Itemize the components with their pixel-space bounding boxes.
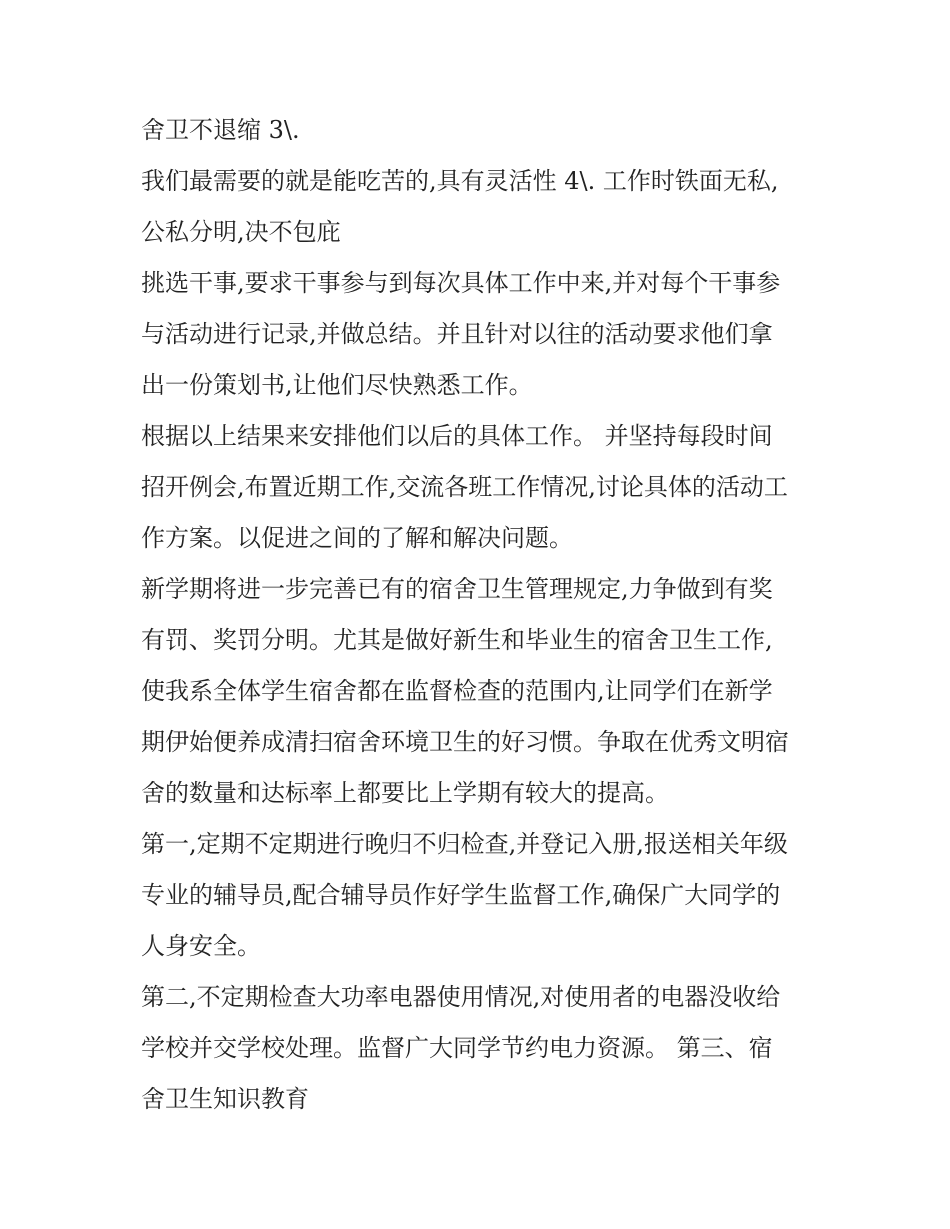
document-body (141, 108, 831, 1128)
text-line: 舍卫生知识教育 (141, 1085, 309, 1113)
text-line: 与活动进行记录,并做总结。并且针对以往的活动要求他们拿 (141, 320, 773, 348)
text-line: 舍卫不退缩 3\. (141, 116, 300, 144)
text-line: 公私分明,决不包庇 (141, 218, 341, 246)
paragraph-2 (141, 159, 831, 261)
text-line: 出一份策划书,让他们尽快熟悉工作。 (141, 371, 533, 399)
text-line: 招开例会,布置近期工作,交流各班工作情况,讨论具体的活动工 (141, 473, 788, 501)
text-line: 第一,定期不定期进行晚归不归检查,并登记入册,报送相关年级 (141, 830, 788, 858)
text-line: 专业的辅导员,配合辅导员作好学生监督工作,确保广大同学的 (141, 881, 781, 909)
text-line: 新学期将进一步完善已有的宿舍卫生管理规定,力争做到有奖 (141, 575, 773, 603)
text-line: 有罚、奖罚分明。尤其是做好新生和毕业生的宿舍卫生工作, (141, 626, 773, 654)
paragraph-3 (141, 261, 831, 414)
text-line: 人身安全。 (141, 932, 261, 960)
text-line: 我们最需要的就是能吃苦的,具有灵活性 4\. 工作时铁面无私, (141, 167, 779, 195)
text-line: 作方案。以促进之间的了解和解决问题。 (141, 524, 573, 552)
paragraph-6 (141, 822, 831, 975)
paragraph-7 (141, 975, 831, 1128)
paragraph-5 (141, 567, 831, 822)
text-line: 期伊始便养成清扫宿舍环境卫生的好习惯。争取在优秀文明宿 (141, 728, 789, 756)
text-line: 学校并交学校处理。监督广大同学节约电力资源。 第三、宿 (141, 1034, 773, 1062)
text-line: 挑选干事,要求干事参与到每次具体工作中来,并对每个干事参 (141, 269, 781, 297)
text-line: 舍的数量和达标率上都要比上学期有较大的提高。 (141, 779, 669, 807)
paragraph-1 (141, 108, 831, 159)
text-line: 根据以上结果来安排他们以后的具体工作。 并坚持每段时间 (141, 422, 773, 450)
text-line: 第二,不定期检查大功率电器使用情况,对使用者的电器没收给 (141, 983, 781, 1011)
paragraph-4 (141, 414, 831, 567)
text-line: 使我系全体学生宿舍都在监督检查的范围内,让同学们在新学 (141, 677, 773, 705)
